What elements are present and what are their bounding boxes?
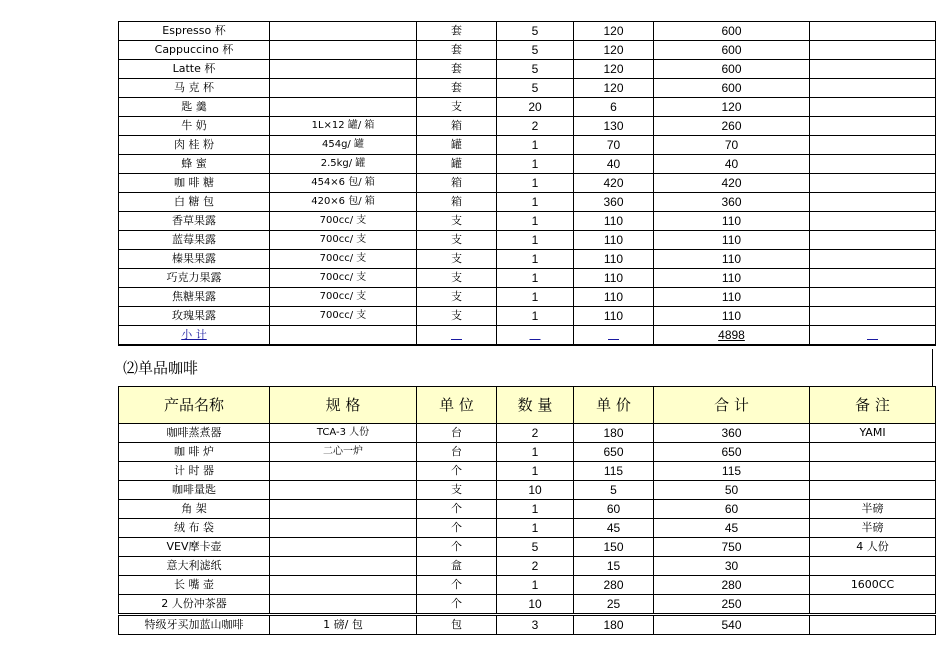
cell-qty: 1 xyxy=(497,443,574,462)
cell-unit: 套 xyxy=(417,22,497,41)
cell-unit: 个 xyxy=(417,519,497,538)
cell-note: 4 人份 xyxy=(810,538,936,557)
cell-unit: 支 xyxy=(417,269,497,288)
cell-name: 特级牙买加蓝山咖啡 xyxy=(119,615,270,635)
equipment-table xyxy=(118,21,936,346)
cell-total: 540 xyxy=(654,615,810,635)
cell-spec xyxy=(270,60,417,79)
cell-total: 110 xyxy=(654,231,810,250)
subtotal-label: 小 计 xyxy=(119,326,270,346)
cell-unit: 箱 xyxy=(417,117,497,136)
cell-qty: 1 xyxy=(497,519,574,538)
cell-price: 45 xyxy=(574,519,654,538)
cell-qty: 1 xyxy=(497,500,574,519)
cell-unit: 个 xyxy=(417,576,497,595)
cell-qty: 5 xyxy=(497,22,574,41)
cell-total: 360 xyxy=(654,193,810,212)
cell-spec: 700cc/ 支 xyxy=(270,288,417,307)
cell-unit: 支 xyxy=(417,307,497,326)
cell-spec xyxy=(270,576,417,595)
table-row xyxy=(119,500,936,519)
cell-note xyxy=(810,212,936,231)
cell-name: Cappuccino 杯 xyxy=(119,41,270,60)
cell-spec: 454×6 包/ 箱 xyxy=(270,174,417,193)
cell-spec: 1L×12 罐/ 箱 xyxy=(270,117,417,136)
cell-name: 计 时 器 xyxy=(119,462,270,481)
single-origin-coffee-table xyxy=(118,386,936,635)
cell-price: 120 xyxy=(574,79,654,98)
cell-qty: 5 xyxy=(497,79,574,98)
cell-name: 白 糖 包 xyxy=(119,193,270,212)
cell-price: 110 xyxy=(574,212,654,231)
table-row xyxy=(119,307,936,326)
table-row xyxy=(119,174,936,193)
cell-name: 焦糖果露 xyxy=(119,288,270,307)
cell-name: 绒 布 袋 xyxy=(119,519,270,538)
cell-qty: 5 xyxy=(497,60,574,79)
cell-unit: 支 xyxy=(417,212,497,231)
table-row xyxy=(119,212,936,231)
cell-total: 360 xyxy=(654,424,810,443)
cell-unit: 台 xyxy=(417,443,497,462)
cell-spec xyxy=(270,500,417,519)
cell-spec xyxy=(270,557,417,576)
cell-total: 110 xyxy=(654,269,810,288)
cell-name: 巧克力果露 xyxy=(119,269,270,288)
cell-name: Espresso 杯 xyxy=(119,22,270,41)
cell-spec: 2.5kg/ 罐 xyxy=(270,155,417,174)
cell-total: 110 xyxy=(654,212,810,231)
cell-spec xyxy=(270,98,417,117)
cell-price: 15 xyxy=(574,557,654,576)
cell-note xyxy=(810,41,936,60)
cell-unit: 箱 xyxy=(417,193,497,212)
cell-spec: TCA-3 人份 xyxy=(270,424,417,443)
cell-price: 110 xyxy=(574,269,654,288)
table-row xyxy=(119,98,936,117)
table-row xyxy=(119,136,936,155)
cell-unit: 盒 xyxy=(417,557,497,576)
cell-total: 110 xyxy=(654,250,810,269)
table-row xyxy=(119,462,936,481)
cell-spec xyxy=(270,538,417,557)
cell-qty: 2 xyxy=(497,424,574,443)
cell-name: 咖啡蒸煮器 xyxy=(119,424,270,443)
header-total: 合 计 xyxy=(654,387,810,424)
cell-price: 650 xyxy=(574,443,654,462)
header-row xyxy=(119,387,936,424)
cell-price: 60 xyxy=(574,500,654,519)
cell-qty: 1 xyxy=(497,576,574,595)
cell-spec xyxy=(270,481,417,500)
cell-note xyxy=(810,136,936,155)
cell-price: 6 xyxy=(574,98,654,117)
cell-price: 120 xyxy=(574,60,654,79)
subtotal-total: 4898 xyxy=(654,326,810,346)
cell-price: 115 xyxy=(574,462,654,481)
cell-total: 50 xyxy=(654,481,810,500)
cell-note xyxy=(810,462,936,481)
cell-note: 半磅 xyxy=(810,500,936,519)
cell-unit: 套 xyxy=(417,41,497,60)
cell-total: 420 xyxy=(654,174,810,193)
cell-unit: 支 xyxy=(417,98,497,117)
cell-price: 130 xyxy=(574,117,654,136)
table-row xyxy=(119,117,936,136)
cell-total: 260 xyxy=(654,117,810,136)
cell-qty: 5 xyxy=(497,41,574,60)
cell-qty: 1 xyxy=(497,462,574,481)
cell-spec xyxy=(270,462,417,481)
cell-total: 110 xyxy=(654,288,810,307)
cell-total: 60 xyxy=(654,500,810,519)
cell-unit: 箱 xyxy=(417,174,497,193)
header-note: 备 注 xyxy=(810,387,936,424)
cell-unit: 支 xyxy=(417,231,497,250)
cell-note: 半磅 xyxy=(810,519,936,538)
cell-name: 蓝莓果露 xyxy=(119,231,270,250)
cell-total: 70 xyxy=(654,136,810,155)
cell-price: 110 xyxy=(574,250,654,269)
cell-qty: 1 xyxy=(497,231,574,250)
cell-note xyxy=(810,117,936,136)
cell-qty: 3 xyxy=(497,615,574,635)
table-row xyxy=(119,79,936,98)
cell-spec: 700cc/ 支 xyxy=(270,307,417,326)
table-row xyxy=(119,41,936,60)
cell-price: 70 xyxy=(574,136,654,155)
cell-name: 角 架 xyxy=(119,500,270,519)
cell-name: VEV摩卡壶 xyxy=(119,538,270,557)
cell-qty: 1 xyxy=(497,174,574,193)
cell-price: 5 xyxy=(574,481,654,500)
cell-note xyxy=(810,481,936,500)
cell-unit: 包 xyxy=(417,615,497,635)
cell-note xyxy=(810,155,936,174)
cell-name: 咖啡量匙 xyxy=(119,481,270,500)
cell-unit: 台 xyxy=(417,424,497,443)
header-name: 产品名称 xyxy=(119,387,270,424)
cell-name: 榛果果露 xyxy=(119,250,270,269)
table-row xyxy=(119,22,936,41)
cell-note: YAMI xyxy=(810,424,936,443)
cell-unit: 罐 xyxy=(417,155,497,174)
subtotal-spec xyxy=(270,326,417,346)
cell-unit: 个 xyxy=(417,462,497,481)
cell-unit: 个 xyxy=(417,538,497,557)
cell-qty: 10 xyxy=(497,481,574,500)
section-title: ⑵单品咖啡 xyxy=(123,359,199,377)
cell-price: 110 xyxy=(574,307,654,326)
cell-total: 600 xyxy=(654,41,810,60)
cell-note xyxy=(810,250,936,269)
cell-spec xyxy=(270,22,417,41)
cell-note xyxy=(810,193,936,212)
cell-name: 匙 羹 xyxy=(119,98,270,117)
cell-total: 650 xyxy=(654,443,810,462)
subtotal-note-blank: ＿ xyxy=(810,326,936,346)
cell-note xyxy=(810,595,936,615)
cell-price: 110 xyxy=(574,231,654,250)
cell-note xyxy=(810,557,936,576)
cell-total: 250 xyxy=(654,595,810,615)
subtotal-unit-blank: ＿ xyxy=(417,326,497,346)
cell-qty: 5 xyxy=(497,538,574,557)
cell-price: 180 xyxy=(574,615,654,635)
cell-total: 45 xyxy=(654,519,810,538)
cell-note xyxy=(810,269,936,288)
cell-total: 110 xyxy=(654,307,810,326)
cell-name: 玫瑰果露 xyxy=(119,307,270,326)
cell-name: 长 嘴 壶 xyxy=(119,576,270,595)
cell-qty: 2 xyxy=(497,117,574,136)
table-row xyxy=(119,60,936,79)
cell-total: 750 xyxy=(654,538,810,557)
cell-note xyxy=(810,174,936,193)
cell-price: 40 xyxy=(574,155,654,174)
cell-price: 120 xyxy=(574,22,654,41)
table-row xyxy=(119,557,936,576)
table-row xyxy=(119,595,936,615)
header-qty: 数 量 xyxy=(497,387,574,424)
cell-name: 意大利滤纸 xyxy=(119,557,270,576)
table-row xyxy=(119,231,936,250)
cell-name: 咖 啡 炉 xyxy=(119,443,270,462)
cell-qty: 20 xyxy=(497,98,574,117)
cell-note xyxy=(810,307,936,326)
cell-spec: 454g/ 罐 xyxy=(270,136,417,155)
table-row xyxy=(119,519,936,538)
cell-note xyxy=(810,98,936,117)
table-row xyxy=(119,288,936,307)
cell-spec: 700cc/ 支 xyxy=(270,231,417,250)
cell-total: 600 xyxy=(654,60,810,79)
table-row xyxy=(119,443,936,462)
cell-name: 香草果露 xyxy=(119,212,270,231)
cell-price: 110 xyxy=(574,288,654,307)
cell-note: 1600CC xyxy=(810,576,936,595)
cell-spec: 420×6 包/ 箱 xyxy=(270,193,417,212)
cell-qty: 1 xyxy=(497,307,574,326)
cell-total: 40 xyxy=(654,155,810,174)
cell-spec: 700cc/ 支 xyxy=(270,212,417,231)
cell-total: 600 xyxy=(654,22,810,41)
cell-spec: 1 磅/ 包 xyxy=(270,615,417,635)
cell-total: 115 xyxy=(654,462,810,481)
cell-name: 马 克 杯 xyxy=(119,79,270,98)
cell-price: 25 xyxy=(574,595,654,615)
cell-name: 牛 奶 xyxy=(119,117,270,136)
cell-name: 肉 桂 粉 xyxy=(119,136,270,155)
cell-unit: 个 xyxy=(417,500,497,519)
cell-qty: 1 xyxy=(497,250,574,269)
cell-spec: 700cc/ 支 xyxy=(270,269,417,288)
cell-qty: 1 xyxy=(497,193,574,212)
table-row xyxy=(119,155,936,174)
cell-total: 30 xyxy=(654,557,810,576)
subtotal-qty-blank: ＿ xyxy=(497,326,574,346)
cell-note xyxy=(810,79,936,98)
cell-qty: 1 xyxy=(497,288,574,307)
table-row xyxy=(119,193,936,212)
cell-spec: 700cc/ 支 xyxy=(270,250,417,269)
cell-unit: 套 xyxy=(417,79,497,98)
cell-price: 120 xyxy=(574,41,654,60)
header-price: 单 价 xyxy=(574,387,654,424)
table-row xyxy=(119,538,936,557)
cell-spec: 二心一炉 xyxy=(270,443,417,462)
cell-price: 150 xyxy=(574,538,654,557)
cell-unit: 个 xyxy=(417,595,497,615)
table-row xyxy=(119,615,936,635)
cell-spec xyxy=(270,519,417,538)
cell-name: 蜂 蜜 xyxy=(119,155,270,174)
cell-qty: 1 xyxy=(497,269,574,288)
cell-qty: 1 xyxy=(497,155,574,174)
table-row xyxy=(119,250,936,269)
cell-total: 280 xyxy=(654,576,810,595)
cell-name: 2 人份冲茶器 xyxy=(119,595,270,615)
cell-spec xyxy=(270,79,417,98)
section-header xyxy=(118,349,933,387)
subtotal-row xyxy=(119,326,936,346)
header-unit: 单 位 xyxy=(417,387,497,424)
cell-qty: 1 xyxy=(497,136,574,155)
subtotal-price-blank: ＿ xyxy=(574,326,654,346)
cell-price: 420 xyxy=(574,174,654,193)
cell-note xyxy=(810,60,936,79)
cell-qty: 2 xyxy=(497,557,574,576)
table-row xyxy=(119,576,936,595)
cell-price: 180 xyxy=(574,424,654,443)
cell-total: 600 xyxy=(654,79,810,98)
header-spec: 规 格 xyxy=(270,387,417,424)
cell-unit: 套 xyxy=(417,60,497,79)
cell-qty: 1 xyxy=(497,212,574,231)
cell-note xyxy=(810,443,936,462)
cell-spec xyxy=(270,41,417,60)
cell-unit: 支 xyxy=(417,250,497,269)
cell-total: 120 xyxy=(654,98,810,117)
cell-price: 280 xyxy=(574,576,654,595)
table-row xyxy=(119,424,936,443)
table-row xyxy=(119,269,936,288)
cell-note xyxy=(810,22,936,41)
cell-note xyxy=(810,615,936,635)
cell-note xyxy=(810,288,936,307)
cell-qty: 10 xyxy=(497,595,574,615)
cell-unit: 支 xyxy=(417,288,497,307)
cell-note xyxy=(810,231,936,250)
cell-spec xyxy=(270,595,417,615)
cell-unit: 罐 xyxy=(417,136,497,155)
cell-name: 咖 啡 糖 xyxy=(119,174,270,193)
cell-price: 360 xyxy=(574,193,654,212)
cell-unit: 支 xyxy=(417,481,497,500)
cell-name: Latte 杯 xyxy=(119,60,270,79)
table-row xyxy=(119,481,936,500)
